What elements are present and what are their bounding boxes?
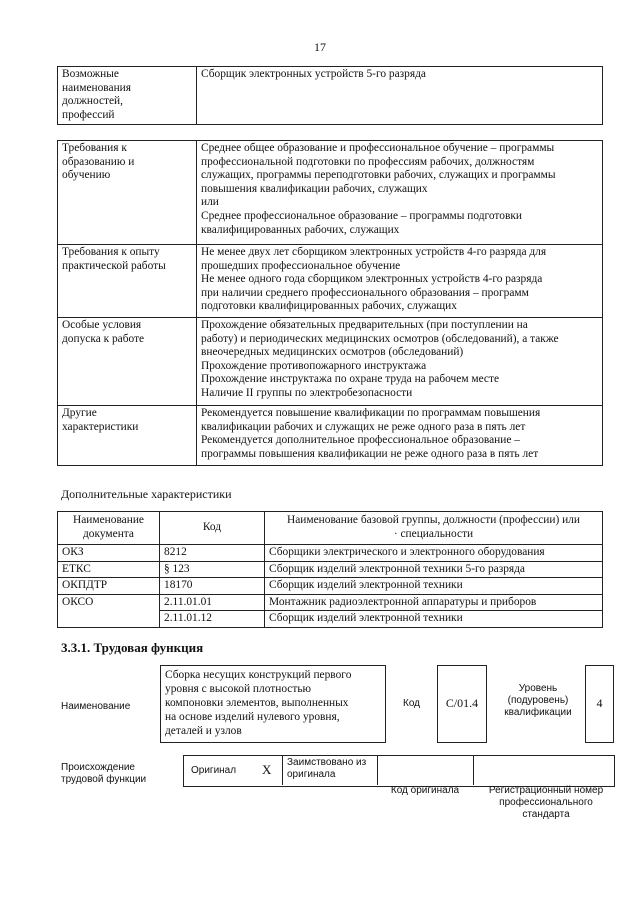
name-cell: Монтажник радиоэлектронной аппаратуры и приборов — [265, 594, 603, 611]
requirement-text: Рекомендуется повышение квалификации по программам повышения квалификации рабочих и служащих не реже одного раза в пять лет Рекомендуется дополнительное профессиональное образование – программы повышения квалификации не реже одного раза в пять лет — [197, 406, 603, 466]
origin-label: Происхождение трудовой функции — [61, 762, 147, 785]
requirement-row-conditions — [58, 318, 603, 406]
code-label: Код — [403, 698, 421, 709]
positions-label: Возможные наименования должностей, профессий — [58, 67, 197, 125]
header-name: Наименование базовой группы, должности (профессии) или · специальности — [265, 512, 603, 545]
name-cell: Сборщик изделий электронной техники — [265, 611, 603, 628]
name-cell: Сборщик изделий электронной техники — [265, 578, 603, 595]
code-original-label: Код оригинала — [390, 785, 460, 796]
requirement-row-other — [58, 406, 603, 466]
requirement-label: Требования к образованию и обучению — [58, 141, 197, 245]
level-box: 4 — [585, 665, 614, 743]
requirement-text: Прохождение обязательных предварительных (при поступлении на работу) и периодических медицинских осмотров (обследований), а также внеочередных медицинских осмотров (обследований) Прохождение противопожарного инструктажа Прохождение инструктажа по охране труда на рабочем месте Наличие II группы по электробезопасности — [197, 318, 603, 406]
name-label: Наименование — [61, 701, 131, 712]
name-cell: Сборщик изделий электронной техники 5-го разряда — [265, 561, 603, 578]
divider — [282, 755, 283, 785]
table-row — [58, 578, 603, 595]
table-row — [58, 594, 603, 611]
name-cell: Сборщики электрического и электронного оборудования — [265, 545, 603, 562]
header-code: Код — [160, 512, 265, 545]
doc-cell: ЕТКС — [58, 561, 160, 578]
function-name-box: Сборка несущих конструкций первого уровня с высокой плотностью компоновки элементов, выполненных на основе изделий нулевого уровня, деталей и узлов — [160, 665, 386, 743]
requirement-row-education — [58, 141, 603, 245]
borrowed-label: Заимствовано из оригинала — [287, 757, 367, 780]
code-cell: § 123 — [160, 561, 265, 578]
doc-cell — [58, 611, 160, 628]
positions-value: Сборщик электронных устройств 5-го разряда — [197, 67, 603, 125]
table-row — [58, 545, 603, 562]
additional-heading: Дополнительные характеристики — [61, 487, 232, 501]
code-cell: 18170 — [160, 578, 265, 595]
requirement-row-experience — [58, 245, 603, 318]
code-cell: 2.11.01.12 — [160, 611, 265, 628]
section-heading: 3.3.1. Трудовая функция — [61, 640, 204, 655]
divider — [473, 755, 474, 785]
doc-cell: ОКСО — [58, 594, 160, 611]
origin-box — [183, 755, 615, 787]
requirement-text: Не менее двух лет сборщиком электронных устройств 4-го разряда для прошедших профессиональное обучение Не менее одного года сборщиком электронных устройств 4-го разряда при наличии среднего профессионального образования – программ подготовки квалифицированных рабочих, служащих — [197, 245, 603, 318]
reg-number-label: Регистрационный номер профессионального стандарта — [488, 785, 604, 820]
code-cell: 2.11.01.01 — [160, 594, 265, 611]
level-label: Уровень (подуровень) квалификации — [504, 683, 572, 718]
requirements-table — [57, 140, 603, 466]
doc-cell: ОКПДТР — [58, 578, 160, 595]
doc-cell: ОКЗ — [58, 545, 160, 562]
requirement-label: Особые условия допуска к работе — [58, 318, 197, 406]
positions-table — [57, 66, 603, 125]
additional-table — [57, 511, 603, 628]
original-mark: X — [262, 762, 272, 777]
additional-header-row — [58, 512, 603, 545]
page-number: 17 — [314, 40, 326, 54]
header-doc: Наименование документа — [58, 512, 160, 545]
requirement-text: Среднее общее образование и профессиональное обучение – программы профессиональной подготовки по профессиям рабочих, должностям служащих, программы переподготовки рабочих, служащих и программы повышения квалификации рабочих, служащих или Среднее профессиональное образование – программы подготовки квалифицированных рабочих, служащих — [197, 141, 603, 245]
requirement-label: Другие характеристики — [58, 406, 197, 466]
code-cell: 8212 — [160, 545, 265, 562]
table-row — [58, 561, 603, 578]
requirement-label: Требования к опыту практической работы — [58, 245, 197, 318]
divider — [377, 755, 378, 785]
table-row — [58, 611, 603, 628]
original-label: Оригинал — [191, 765, 237, 776]
function-code-box: C/01.4 — [437, 665, 487, 743]
